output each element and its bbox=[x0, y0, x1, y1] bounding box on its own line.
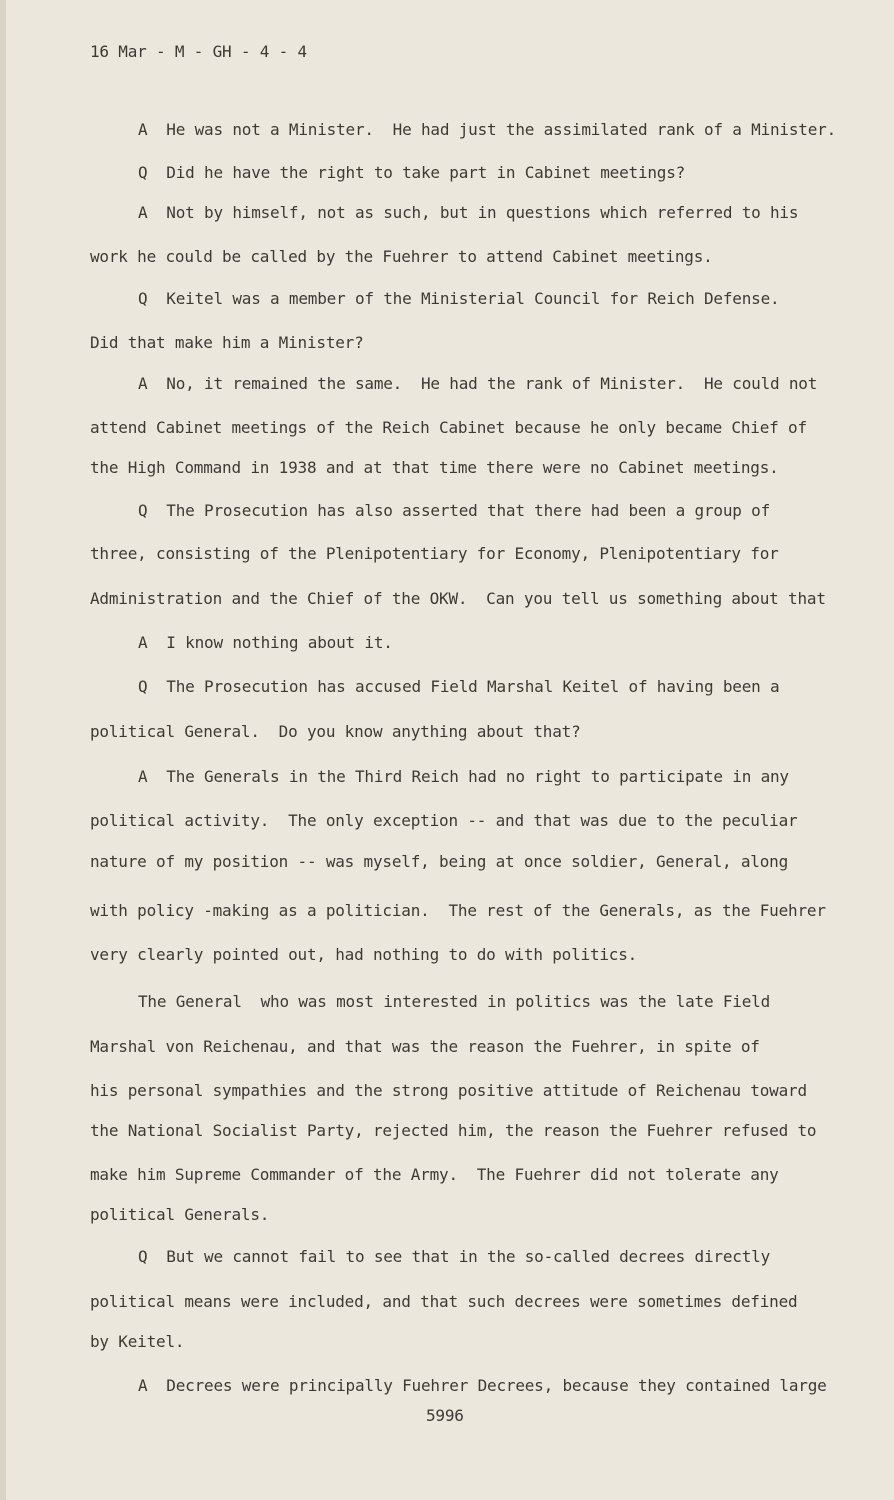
text-line: political means were included, and that such decrees were sometimes defined bbox=[90, 1292, 798, 1311]
text-line: political Generals. bbox=[90, 1205, 270, 1224]
text-line: Q The Prosecution has accused Field Marshal Keitel of having been a bbox=[138, 677, 780, 696]
text-line: Q Did he have the right to take part in Cabinet meetings? bbox=[138, 163, 686, 182]
text-line: attend Cabinet meetings of the Reich Cabinet because he only became Chief of bbox=[90, 418, 807, 437]
text-line: Q The Prosecution has also asserted that there had been a group of bbox=[138, 501, 770, 520]
text-line: A I know nothing about it. bbox=[138, 633, 393, 652]
page-number: 5996 bbox=[426, 1406, 464, 1425]
text-line: A Decrees were principally Fuehrer Decrees, because they contained large bbox=[138, 1376, 827, 1395]
text-line: A He was not a Minister. He had just the assimilated rank of a Minister. bbox=[138, 120, 837, 139]
text-line: political General. Do you know anything about that? bbox=[90, 722, 581, 741]
text-line: the High Command in 1938 and at that time there were no Cabinet meetings. bbox=[90, 458, 779, 477]
text-line: Marshal von Reichenau, and that was the reason the Fuehrer, in spite of bbox=[90, 1037, 760, 1056]
text-line: make him Supreme Commander of the Army. The Fuehrer did not tolerate any bbox=[90, 1165, 779, 1184]
text-line: A The Generals in the Third Reich had no right to participate in any bbox=[138, 767, 789, 786]
text-line: three, consisting of the Plenipotentiary for Economy, Plenipotentiary for bbox=[90, 544, 779, 563]
text-line: Did that make him a Minister? bbox=[90, 333, 364, 352]
page-header: 16 Mar - M - GH - 4 - 4 bbox=[90, 42, 307, 61]
text-line: work he could be called by the Fuehrer to attend Cabinet meetings. bbox=[90, 247, 713, 266]
text-line: A No, it remained the same. He had the rank of Minister. He could not bbox=[138, 374, 818, 393]
text-line: by Keitel. bbox=[90, 1332, 185, 1351]
text-line: nature of my position -- was myself, being at once soldier, General, along bbox=[90, 852, 789, 871]
text-line: Administration and the Chief of the OKW. Can you tell us something about that bbox=[90, 589, 826, 608]
text-line: A Not by himself, not as such, but in questions which referred to his bbox=[138, 203, 799, 222]
text-line: The General who was most interested in politics was the late Field bbox=[138, 992, 770, 1011]
text-line: with policy -making as a politician. The rest of the Generals, as the Fuehrer bbox=[90, 901, 826, 920]
text-line: Q Keitel was a member of the Ministerial Council for Reich Defense. bbox=[138, 289, 780, 308]
text-line: the National Socialist Party, rejected him, the reason the Fuehrer refused to bbox=[90, 1121, 817, 1140]
text-line: his personal sympathies and the strong positive attitude of Reichenau toward bbox=[90, 1081, 807, 1100]
text-line: Q But we cannot fail to see that in the so-called decrees directly bbox=[138, 1247, 770, 1266]
text-line: political activity. The only exception -- and that was due to the peculiar bbox=[90, 811, 798, 830]
text-line: very clearly pointed out, had nothing to do with politics. bbox=[90, 945, 638, 964]
